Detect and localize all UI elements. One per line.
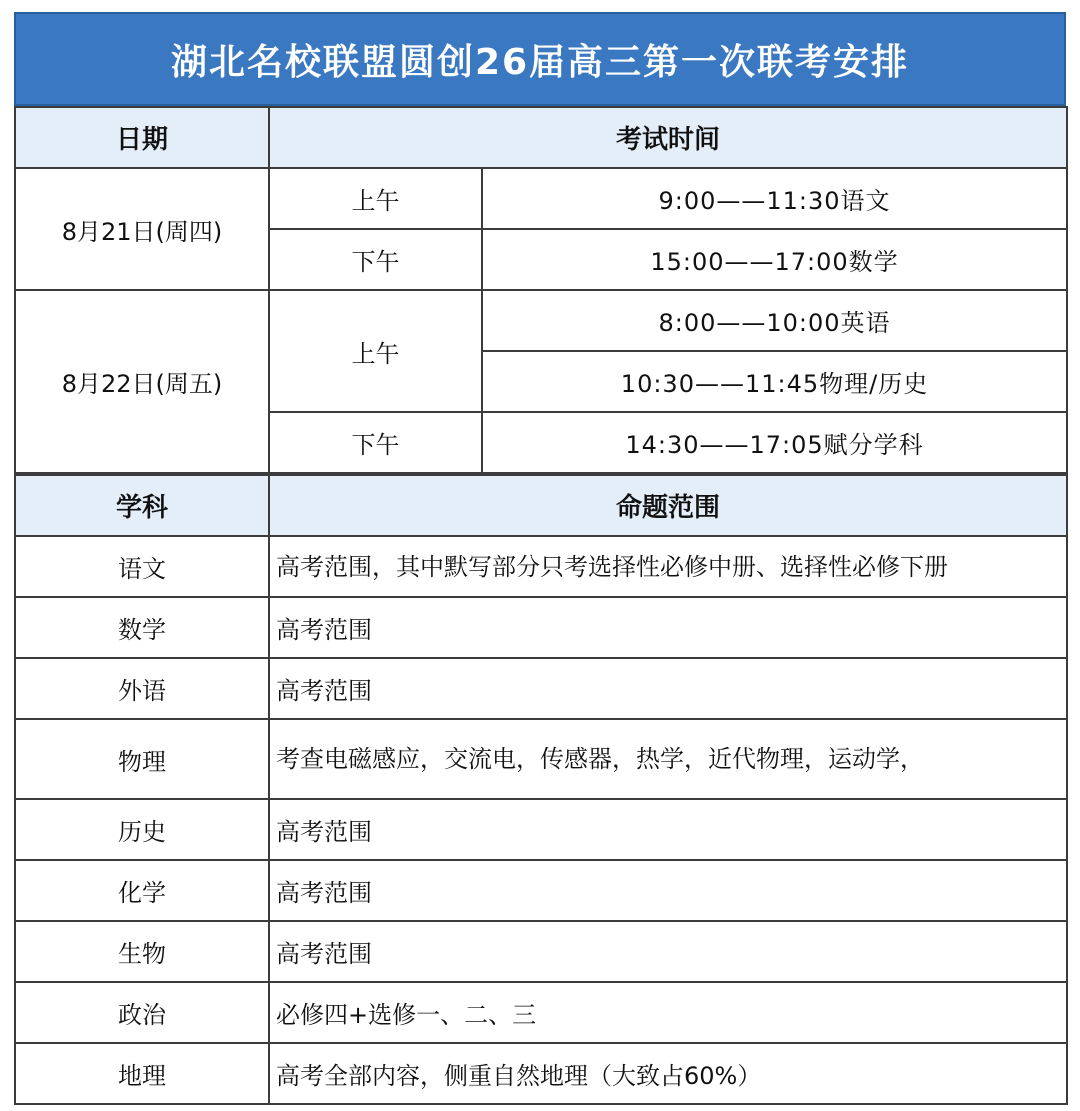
subject-cell: 地理 xyxy=(15,1043,269,1104)
scope-table xyxy=(14,474,1068,1105)
scope-row xyxy=(15,597,1067,658)
scope-cell: 高考范围 xyxy=(269,799,1067,860)
exam-arrangement-sheet xyxy=(14,12,1066,1105)
header-date: 日期 xyxy=(15,107,269,168)
scope-cell: 高考范围，其中默写部分只考选择性必修中册、选择性必修下册 xyxy=(276,552,948,581)
session-label: 上午 xyxy=(269,290,482,412)
document-title: 湖北名校联盟圆创26届高三第一次联考安排 xyxy=(14,12,1066,106)
header-scope: 命题范围 xyxy=(269,475,1067,536)
scope-cell: 高考范围 xyxy=(269,921,1067,982)
header-subject: 学科 xyxy=(15,475,269,536)
schedule-header-row xyxy=(15,107,1067,168)
session-label: 下午 xyxy=(269,412,482,473)
date-cell: 8月21日(周四) xyxy=(15,168,269,290)
exam-slot: 8:00——10:00英语 xyxy=(482,290,1067,351)
exam-slot: 9:00——11:30语文 xyxy=(482,168,1067,229)
scope-row xyxy=(15,982,1067,1043)
subject-cell: 生物 xyxy=(15,921,269,982)
scope-row xyxy=(15,536,1067,597)
scope-row xyxy=(15,921,1067,982)
subject-cell: 外语 xyxy=(15,658,269,719)
exam-slot: 10:30——11:45物理/历史 xyxy=(482,351,1067,412)
scope-row xyxy=(15,799,1067,860)
scope-cell: 高考范围 xyxy=(269,658,1067,719)
schedule-row xyxy=(15,290,1067,351)
subject-cell: 语文 xyxy=(15,536,269,597)
schedule-row xyxy=(15,168,1067,229)
header-exam-time: 考试时间 xyxy=(269,107,1067,168)
scope-cell: 高考范围 xyxy=(269,597,1067,658)
schedule-table xyxy=(14,106,1068,474)
subject-cell: 政治 xyxy=(15,982,269,1043)
scope-cell: 考查电磁感应，交流电，传感器，热学，近代物理，运动学， xyxy=(276,745,924,773)
scope-row xyxy=(15,1043,1067,1104)
scope-row xyxy=(15,658,1067,719)
subject-cell: 化学 xyxy=(15,860,269,921)
scope-header-row xyxy=(15,475,1067,536)
scope-cell: 必修四+选修一、二、三 xyxy=(269,982,1067,1043)
subject-cell: 历史 xyxy=(15,799,269,860)
scope-cell: 高考全部内容，侧重自然地理（大致占60%） xyxy=(269,1043,1067,1104)
scope-cell: 高考范围 xyxy=(269,860,1067,921)
subject-cell: 物理 xyxy=(15,719,269,799)
scope-row xyxy=(15,860,1067,921)
session-label: 下午 xyxy=(269,229,482,290)
session-label: 上午 xyxy=(269,168,482,229)
exam-slot: 15:00——17:00数学 xyxy=(482,229,1067,290)
subject-cell: 数学 xyxy=(15,597,269,658)
scope-row xyxy=(15,719,1067,799)
exam-slot: 14:30——17:05赋分学科 xyxy=(482,412,1067,473)
date-cell: 8月22日(周五) xyxy=(15,290,269,473)
